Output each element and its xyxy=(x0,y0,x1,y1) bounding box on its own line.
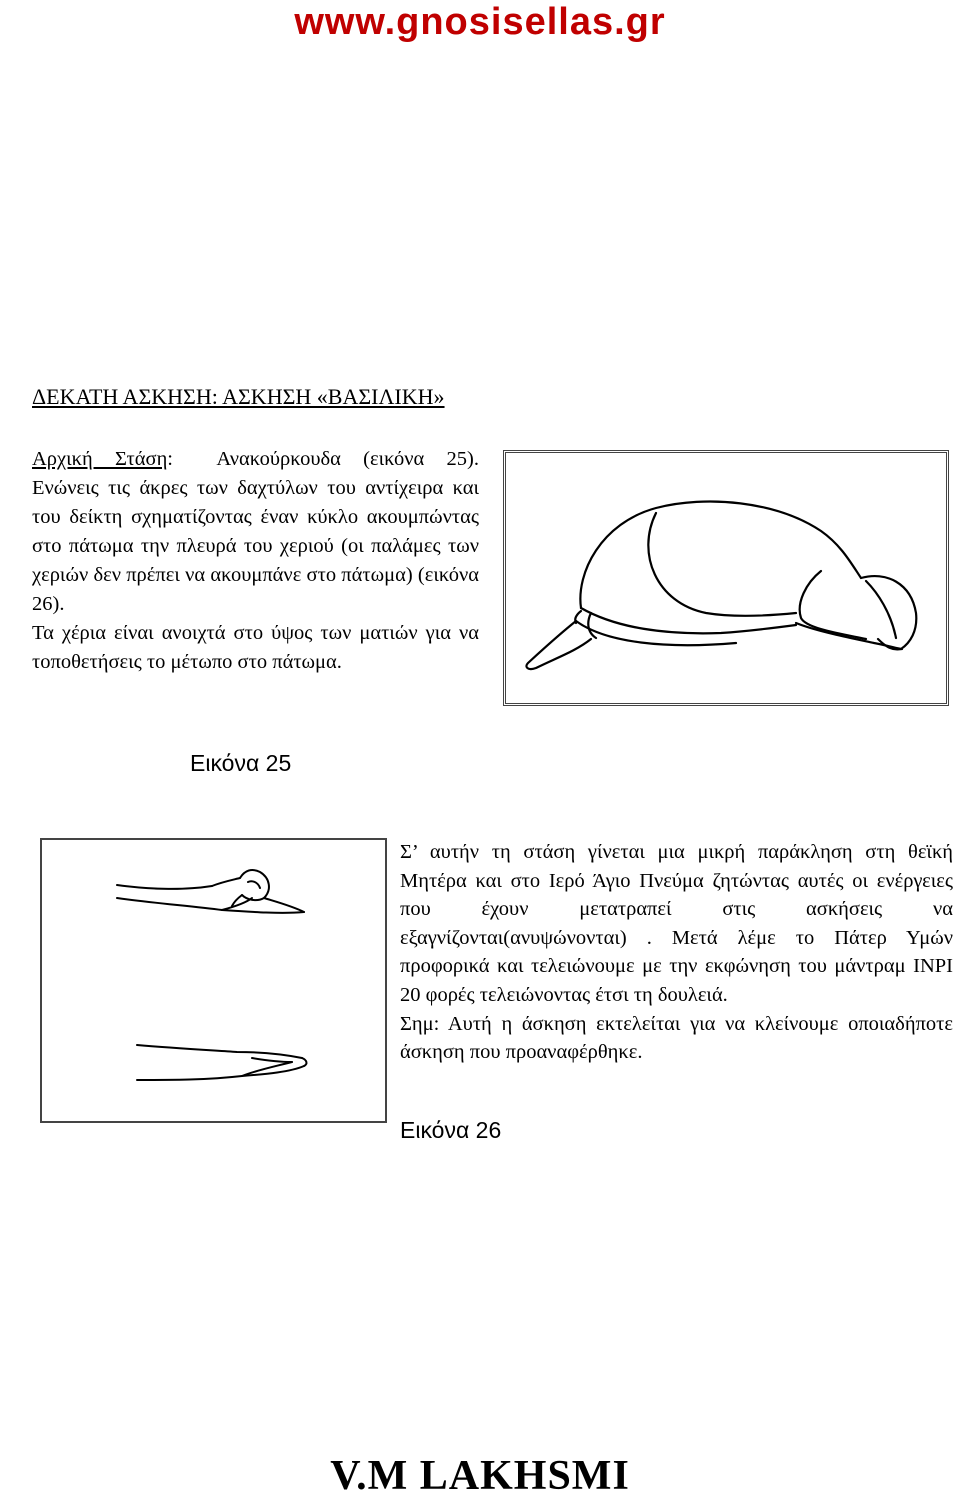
figure-25-kneeling-pose xyxy=(503,450,949,706)
description-paragraph xyxy=(400,838,953,1067)
note-text: Σημ: Αυτή η άσκηση εκτελείται για να κλείνουμε οποιαδήποτε άσκηση που προαναφέρθηκε. xyxy=(400,1012,953,1064)
figure-25-caption: Εικόνα 25 xyxy=(190,750,292,776)
figure-26-caption: Εικόνα 26 xyxy=(400,1117,502,1143)
exercise-title: ΔΕΚΑΤΗ ΑΣΚΗΣΗ: ΑΣΚΗΣΗ «ΒΑΣΙΛΙΚΗ» xyxy=(32,384,445,409)
label-colon: : xyxy=(167,448,173,470)
kneeling-figure-drawing xyxy=(506,453,946,703)
intro-body-2: Τα χέρια είναι ανοιχτά στο ύψος των ματιών για να τοποθετήσεις το μέτωπο στο πάτωμα. xyxy=(32,622,479,673)
site-header[interactable]: www.gnosisellas.gr xyxy=(294,1,666,43)
intro-paragraph xyxy=(32,445,479,677)
hands-drawing xyxy=(42,840,385,1121)
figure-26-hand-positions xyxy=(40,838,387,1123)
starting-position-label: Αρχική Στάση xyxy=(32,448,168,470)
author-footer: V.M LAKHSMI xyxy=(330,1453,630,1499)
description-text: Σ’ αυτήν τη στάση γίνεται μια μικρή παράκληση στη θεϊκή Μητέρα και στο Ιερό Άγιο Πνεύμα ζητώντας αυτές οι ενέργειες που έχουν μετατραπεί στις ασκήσεις να εξαγνίζονται(ανυψώνονται) . Μετά λέμε το Πάτερ Υμών προφορικά και τελειώνουμε με την εκφώνηση του μάντραμ ΙΝΡΙ 20 φορές τελειώνοντας έτσι τη δουλειά. xyxy=(400,841,953,1006)
starting-position-value: Ανακούρκουδα (εικόνα 25). xyxy=(173,448,479,470)
intro-body: Ενώνεις τις άκρες των δαχτύλων του αντίχειρα και του δείκτη σχηματίζοντας έναν κύκλο ακουμπώντας στο πάτωμα την πλευρά του χεριού (οι παλάμες των χεριών δεν πρέπει να ακουμπάνε στο πάτωμα) (εικόνα 26). xyxy=(32,477,479,615)
